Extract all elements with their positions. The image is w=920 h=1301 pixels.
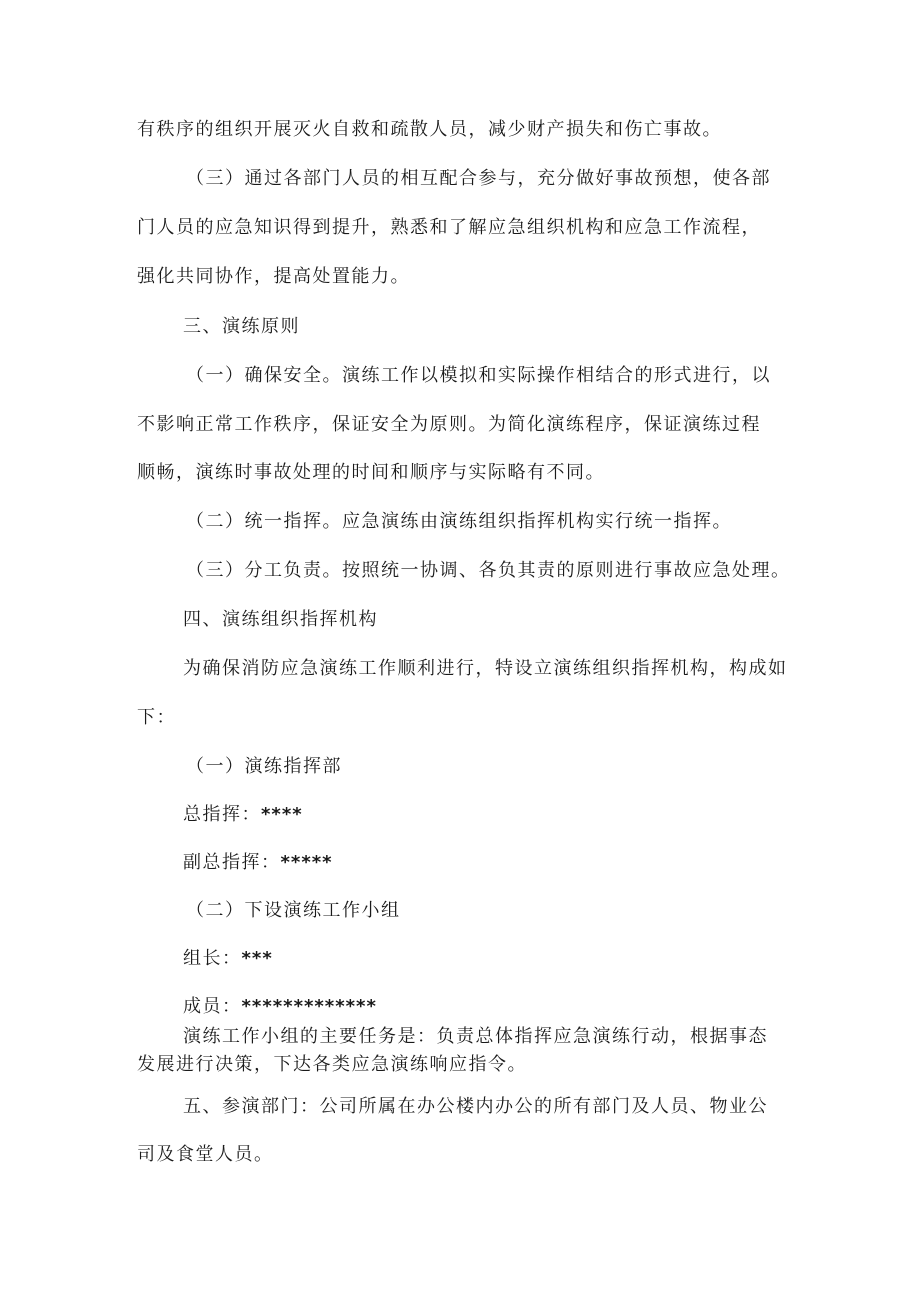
deputy-commander-row <box>183 851 333 875</box>
commander-value: **** <box>261 804 303 825</box>
section-heading: 五、参演部门：公司所属在办公楼内办公的所有部门及人员、物业公 <box>183 1096 768 1117</box>
paragraph-line: （三）通过各部门人员的相互配合参与，充分做好事故预想，使各部 <box>186 168 771 189</box>
paragraph-line: （一）确保安全。演练工作以模拟和实际操作相结合的形式进行，以 <box>186 365 771 386</box>
section-heading: 四、演练组织指挥机构 <box>183 609 378 630</box>
paragraph-line: 强化共同协作，提高处置能力。 <box>137 266 410 287</box>
commander-label: 总指挥： <box>183 804 261 825</box>
paragraph-line: 下： <box>137 707 176 728</box>
commander-row <box>183 803 303 827</box>
leader-label: 组长： <box>183 948 242 969</box>
paragraph-line: （三）分工负责。按照统一协调、各负其责的原则进行事故应急处理。 <box>186 560 791 581</box>
member-value: ************* <box>241 996 377 1017</box>
paragraph-line: 司及食堂人员。 <box>137 1144 274 1165</box>
paragraph-line: 发展进行决策，下达各类应急演练响应指令。 <box>137 1054 527 1075</box>
member-row <box>183 995 377 1019</box>
section-heading: 三、演练原则 <box>183 316 300 337</box>
paragraph-line: （二）统一指挥。应急演练由演练组织指挥机构实行统一指挥。 <box>186 511 732 532</box>
paragraph-line: 不影响正常工作秩序，保证安全为原则。为简化演练程序，保证演练过程 <box>137 414 761 435</box>
subsection-heading: （一）演练指挥部 <box>186 756 342 777</box>
subsection-heading: （二）下设演练工作小组 <box>186 900 401 921</box>
paragraph-line: 门人员的应急知识得到提升，熟悉和了解应急组织机构和应急工作流程， <box>137 217 761 238</box>
paragraph-line: 有秩序的组织开展灭火自救和疏散人员，减少财产损失和伤亡事故。 <box>137 119 722 140</box>
member-label: 成员： <box>183 996 242 1017</box>
leader-row <box>183 947 273 971</box>
paragraph-line: 演练工作小组的主要任务是：负责总体指挥应急演练行动，根据事态 <box>183 1026 768 1047</box>
deputy-value: ***** <box>280 852 333 873</box>
deputy-label: 副总指挥： <box>183 852 281 873</box>
leader-value: *** <box>241 948 273 969</box>
paragraph-line: 为确保消防应急演练工作顺利进行，特设立演练组织指挥机构，构成如 <box>183 658 788 679</box>
paragraph-line: 顺畅，演练时事故处理的时间和顺序与实际略有不同。 <box>137 462 605 483</box>
